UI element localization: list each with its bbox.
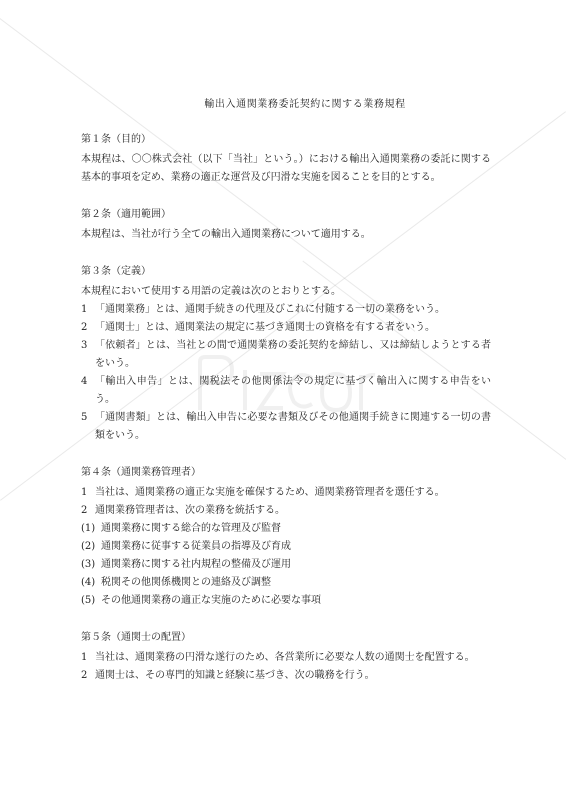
definition-item	[81, 409, 491, 445]
item-text: 「通関業務」とは、通関手続きの代理及びこれに付随する一切の業務をいう。	[95, 304, 445, 315]
sub-item	[81, 556, 491, 574]
item-number: 5	[81, 412, 88, 423]
sub-item-number: (2)	[81, 541, 96, 552]
item-number: 4	[81, 376, 88, 387]
article-heading: 第５条（通関士の配置）	[81, 632, 191, 643]
paragraph-number: 1	[81, 487, 88, 498]
item-number: 1	[81, 304, 88, 315]
article-2	[81, 206, 491, 244]
item-text: 「輸出入申告」とは、関税法その他関係法令の規定に基づく輸出入に関する申告をいう。	[95, 376, 491, 405]
item-number: 3	[81, 340, 88, 351]
article-paragraph	[81, 667, 491, 685]
sub-item-text: 通関業務に関する総合的な管理及び監督	[101, 523, 281, 534]
item-text: 「通関士」とは、通関業法の規定に基づき通関士の資格を有する者をいう。	[95, 322, 435, 333]
paragraph-text: 当社は、通関業務の適正な実施を確保するため、通関業務管理者を選任する。	[95, 487, 445, 498]
article-paragraph	[81, 649, 491, 667]
article-4	[81, 464, 491, 610]
article-body: 本規程は、当社が行う全ての輸出入通関業務について適用する。	[81, 229, 371, 240]
item-number: 2	[81, 322, 88, 333]
sub-item-text: 通関業務に関する社内規程の整備及び運用	[101, 559, 291, 570]
definition-item	[81, 373, 491, 409]
paragraph-number: 2	[81, 670, 88, 681]
sub-item-number: (4)	[81, 577, 96, 588]
article-paragraph	[81, 502, 491, 520]
article-paragraph	[81, 484, 491, 502]
sub-item	[81, 538, 491, 556]
article-3	[81, 263, 491, 445]
article-body: 本規程は、〇〇株式会社（以下「当社」という。）における輸出入通関業務の委託に関する基本的事項を定め、業務の適正な運営及び円滑な実施を図ることを目的とする。	[81, 154, 491, 183]
paragraph-text: 当社は、通関業務の円滑な遂行のため、各営業所に必要な人数の通関士を配置する。	[95, 652, 475, 663]
sub-item-number: (5)	[81, 595, 96, 606]
article-heading: 第３条（定義）	[81, 266, 151, 277]
item-text: 「依頼者」とは、当社との間で通関業務の委託契約を締結し、又は締結しようとする者をいう。	[95, 340, 491, 369]
item-text: 「通関書類」とは、輸出入申告に必要な書類及びその他通関手続きに関連する一切の書類をいう。	[95, 412, 491, 441]
definition-item	[81, 319, 491, 337]
article-heading: 第１条（目的）	[81, 134, 151, 145]
definition-item	[81, 337, 491, 373]
sub-item	[81, 520, 491, 538]
paragraph-text: 通関業務管理者は、次の業務を統括する。	[95, 505, 285, 516]
sub-item-text: 通関業務に従事する従業員の指導及び育成	[101, 541, 291, 552]
paragraph-number: 2	[81, 505, 88, 516]
article-heading: 第２条（適用範囲）	[81, 209, 171, 220]
article-heading: 第４条（通関業務管理者）	[81, 467, 201, 478]
document-title: 輸出入通関業務委託契約に関する業務規程	[204, 99, 406, 110]
definition-item	[81, 301, 491, 319]
sub-item-number: (3)	[81, 559, 96, 570]
paragraph-number: 1	[81, 652, 88, 663]
sub-item-number: (1)	[81, 523, 96, 534]
document-page	[81, 96, 491, 704]
article-1	[81, 131, 491, 187]
sub-item-text: 税関その他関係機関との連絡及び調整	[101, 577, 271, 588]
sub-item	[81, 574, 491, 592]
article-body: 本規程において使用する用語の定義は次のとおりとする。	[81, 286, 341, 297]
sub-item	[81, 592, 491, 610]
sub-item-text: その他通関業務の適正な実施のために必要な事項	[101, 595, 321, 606]
paragraph-text: 通関士は、その専門的知識と経験に基づき、次の職務を行う。	[95, 670, 375, 681]
article-5	[81, 629, 491, 685]
